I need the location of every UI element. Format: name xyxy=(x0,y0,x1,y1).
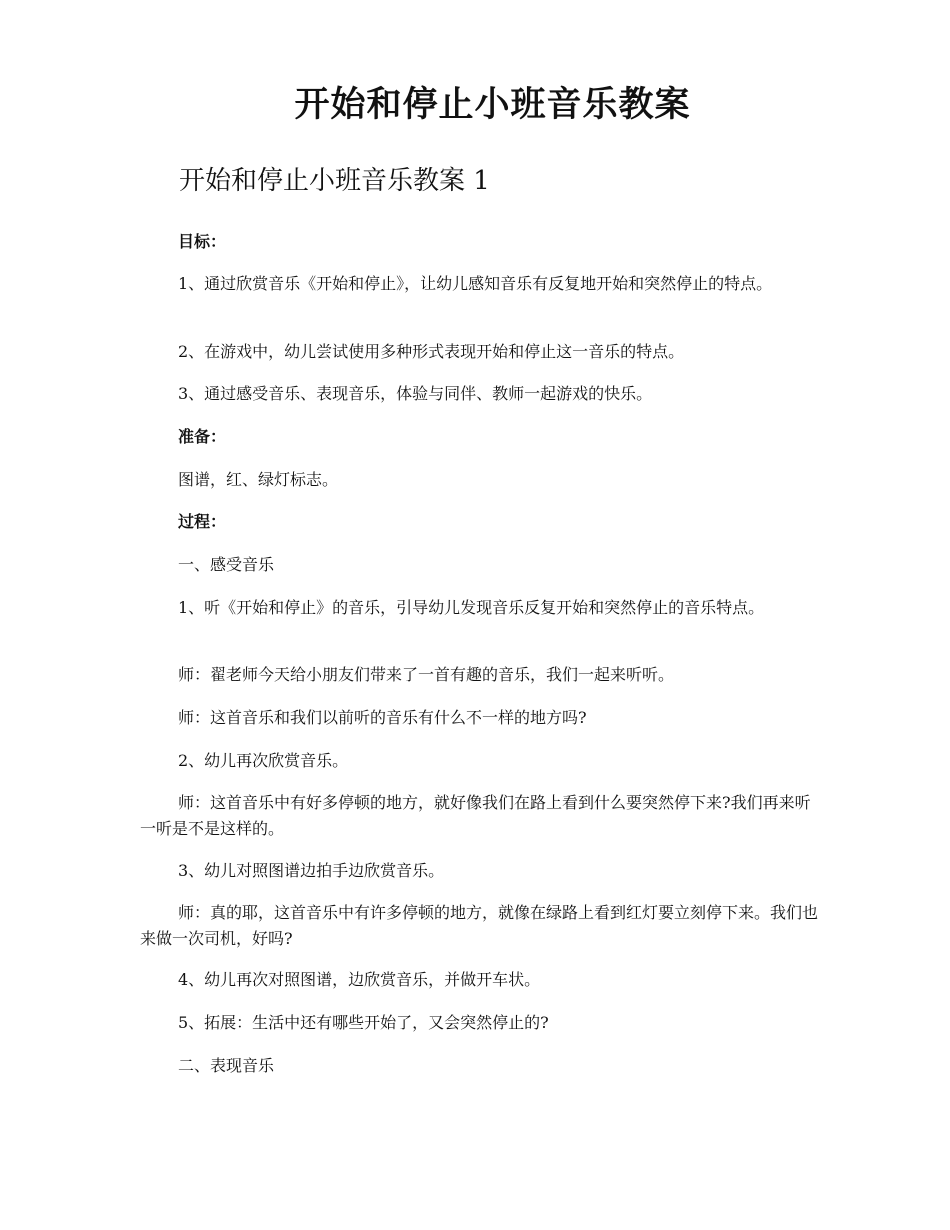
paragraph-teacher-1: 师：翟老师今天给小朋友们带来了一首有趣的音乐，我们一起来听听。 xyxy=(178,665,675,684)
paragraph-step-5: 5、拓展：生活中还有哪些开始了，又会突然停止的? xyxy=(178,1013,549,1032)
label-preparation: 准备： xyxy=(178,427,227,446)
paragraph-step-4: 4、幼儿再次对照图谱，边欣赏音乐，并做开车状。 xyxy=(178,970,541,989)
paragraph-teacher-3: 师：这首音乐中有好多停顿的地方，就好像我们在路上看到什么要突然停下来?我们再来听一听是不是这样的。 xyxy=(140,793,811,838)
paragraph-teacher-4: 师：真的耶，这首音乐中有许多停顿的地方，就像在绿路上看到红灯要立刻停下来。我们也来做一次司机，好吗? xyxy=(140,903,819,948)
paragraph-step-3: 3、幼儿对照图谱边拍手边欣赏音乐。 xyxy=(178,861,445,880)
document-title: 开始和停止小班音乐教案 xyxy=(294,84,691,125)
paragraph-step-2: 2、幼儿再次欣赏音乐。 xyxy=(178,751,349,770)
paragraph-goal-3: 3、通过感受音乐、表现音乐，体验与同伴、教师一起游戏的快乐。 xyxy=(178,384,653,403)
label-goals: 目标： xyxy=(178,232,227,251)
label-process: 过程： xyxy=(178,512,227,531)
paragraph-teacher-2: 师：这首音乐和我们以前听的音乐有什么不一样的地方吗? xyxy=(178,708,587,727)
paragraph-goal-2: 2、在游戏中，幼儿尝试使用多种形式表现开始和停止这一音乐的特点。 xyxy=(178,342,685,361)
section-title: 开始和停止小班音乐教案 1 xyxy=(179,166,490,196)
paragraph-step-1: 1、听《开始和停止》的音乐，引导幼儿发现音乐反复开始和突然停止的音乐特点。 xyxy=(178,598,765,617)
heading-part-2: 二、表现音乐 xyxy=(178,1056,275,1075)
heading-part-1: 一、感受音乐 xyxy=(178,555,275,574)
paragraph-preparation: 图谱，红、绿灯标志。 xyxy=(178,470,339,489)
paragraph-goal-1: 1、通过欣赏音乐《开始和停止》，让幼儿感知音乐有反复地开始和突然停止的特点。 xyxy=(178,274,773,293)
